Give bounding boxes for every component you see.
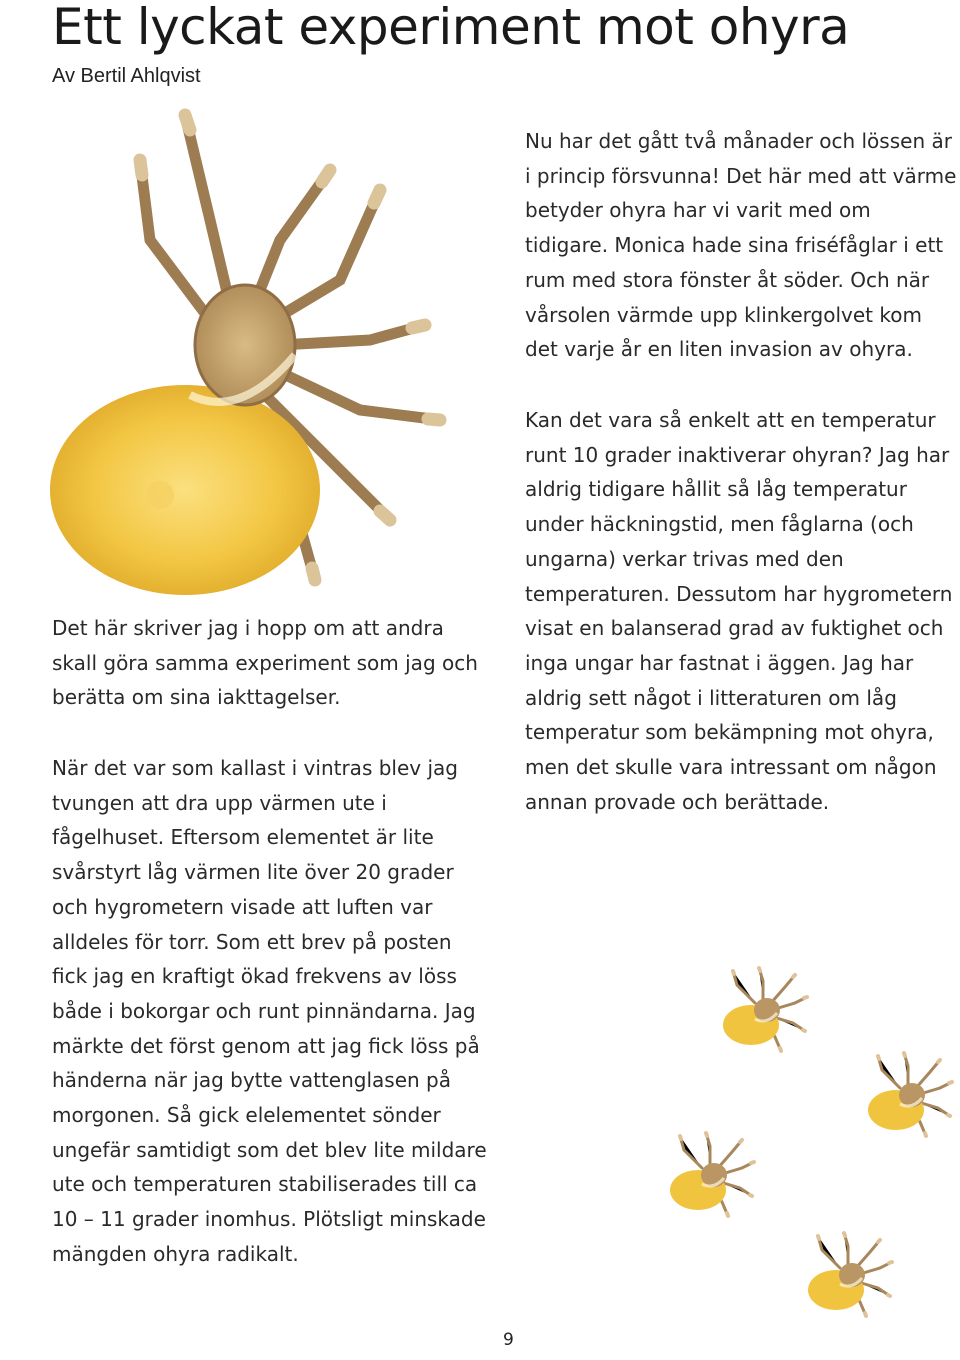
small-mite-illustration — [800, 1230, 896, 1320]
article-byline: Av Bertil Ahlqvist — [52, 65, 201, 87]
result-paragraph: Nu har det gått två månader och lössen är i princip försvunna! Det här med att värme betyder ohyra har vi varit med om tidigare. Monica hade sina friséfåglar i ett rum med stora fönster åt söder. Och när vårsolen värmde upp klinkergolvet kom det varje år en liten invasion av ohyra. — [525, 129, 957, 362]
article-title: Ett lyckat experiment mot ohyra — [52, 0, 850, 56]
small-mite-illustration — [860, 1050, 956, 1140]
mite-illustration — [40, 90, 480, 610]
story-paragraph: När det var som kallast i vintras blev jag tvungen att dra upp värmen ute i fågelhuset. Eftersom elementet är lite svårstyrt låg värmen lite över 20 grader och hygrometern visade att luften var alldeles för torr. Som ett brev på posten fick jag en kraftigt ökad frekvens av löss både i bokorgar och runt pinnändarna. Jag märkte det först genom att jag fick löss på händerna när jag bytte vattenglasen på morgonen. Så gick elelementet sönder ungefär samtidigt som det blev lite mildare ute och temperaturen stabiliserades till ca 10 – 11 grader inomhus. Plötsligt minskade mängden ohyra radikalt. — [52, 756, 487, 1266]
page-number: 9 — [503, 1330, 514, 1350]
question-paragraph: Kan det vara så enkelt att en temperatur runt 10 grader inaktiverar ohyran? Jag har aldrig tidigare hållit så låg temperatur under häckningstid, men fåglarna (och ungarna) verkar trivas med den temperaturen. Dessutom har hygrometern visat en balanserad grad av fuktighet och inga ungar har fastnat i äggen. Jag har aldrig sett något i litteraturen om låg temperatur som bekämpning mot ohyra, men det skulle vara intressant om någon annan provade och berättade. — [525, 408, 953, 814]
intro-paragraph: Det här skriver jag i hopp om att andra skall göra samma experiment som jag och berätta om sina iakttagelser. — [52, 616, 478, 710]
small-mite-illustration — [715, 965, 811, 1055]
small-mite-illustration — [662, 1130, 758, 1220]
